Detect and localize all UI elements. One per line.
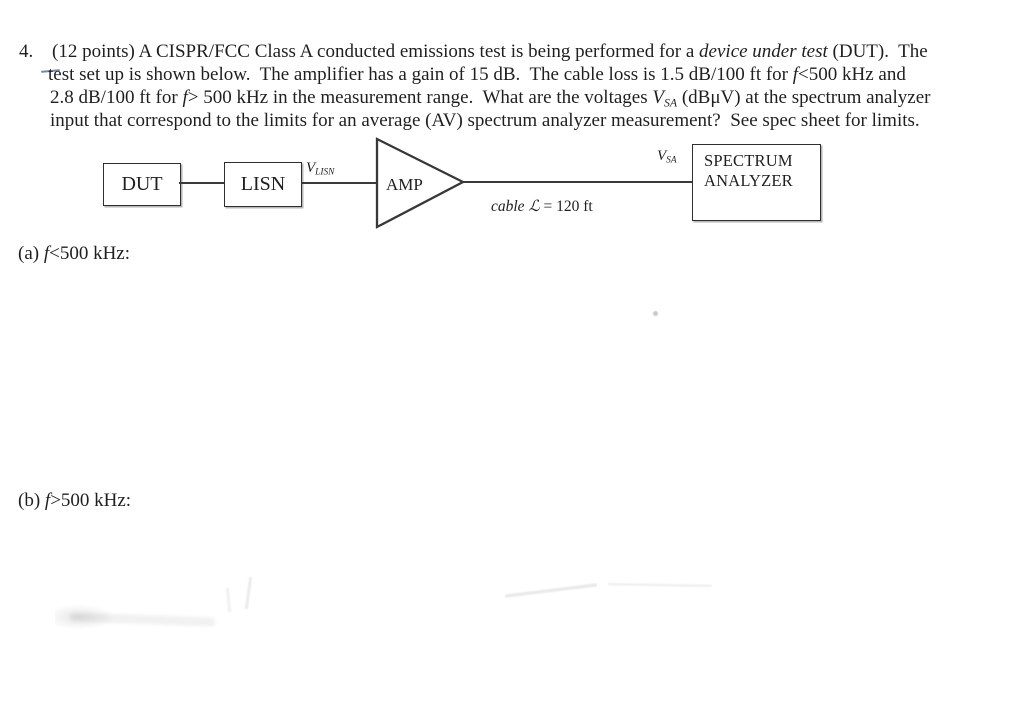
question-text: <500 kHz and (798, 64, 906, 85)
frequency-variable: f (792, 64, 799, 85)
analyzer-label-line1: SPECTRUM (704, 151, 793, 170)
lisn-block (224, 162, 302, 207)
question-text: test set up is shown below. The amplifier has a gain of 15 dB. The cable loss is 1.5 dB/100 ft for (48, 64, 793, 85)
wire-amp-to-analyzer (462, 181, 693, 183)
question-line-4: input that correspond to the limits for an average (AV) spectrum analyzer measurement? See spec sheet for limits. (50, 110, 920, 131)
spectrum-analyzer-block (692, 144, 821, 221)
question-number: 4. (19, 41, 34, 62)
pencil-smudge (245, 577, 252, 609)
question-text: (12 points) A CISPR/FCC Class A conducted emissions test is being performed for a (52, 41, 700, 62)
question-text-italic: device under test (699, 41, 828, 62)
wire-dut-to-lisn (179, 182, 225, 184)
voltage-subscript: SA (663, 96, 678, 110)
question-line-2 (48, 64, 906, 86)
part-b-condition: >500 kHz: (50, 490, 132, 511)
script-l-symbol: ℒ (528, 198, 540, 215)
question-line-3 (50, 87, 930, 110)
part-b-prefix: (b) (18, 490, 45, 511)
part-a-label (18, 243, 130, 265)
pencil-smudge (505, 583, 597, 597)
wire-lisn-to-amp (301, 182, 378, 184)
vlisn-subscript: LISN (315, 167, 335, 178)
question-text: 2.8 dB/100 ft for (50, 87, 183, 108)
part-a-condition: <500 kHz: (49, 243, 131, 264)
dut-block (103, 163, 181, 206)
frequency-variable: f (43, 243, 50, 264)
lisn-label: LISN (240, 173, 286, 195)
voltage-variable: V (652, 87, 664, 108)
frequency-variable: f (44, 490, 51, 511)
analyzer-label-line2: ANALYZER (704, 171, 793, 190)
cable-word: cable (491, 198, 529, 215)
question-line-1 (52, 41, 928, 63)
question-text: > 500 kHz in the measurement range. What are the voltages (187, 87, 653, 108)
dut-label: DUT (121, 173, 163, 195)
spectrum-analyzer-label (704, 151, 793, 191)
scan-speck (653, 311, 658, 316)
vsa-node-label (657, 148, 677, 166)
vsa-subscript: SA (666, 155, 677, 166)
part-b-label (18, 490, 131, 512)
pencil-smudge (226, 588, 231, 612)
part-a-prefix: (a) (18, 243, 44, 264)
vlisn-variable: V (306, 160, 316, 176)
cable-value: = 120 ft (539, 198, 593, 215)
pencil-smudge (70, 612, 215, 626)
frequency-variable: f (182, 87, 188, 108)
vlisn-node-label (306, 160, 334, 178)
pencil-smudge (608, 583, 712, 587)
cable-length-label (491, 197, 593, 216)
pencil-smudge (55, 604, 115, 630)
question-text: (dBμV) at the spectrum analyzer (677, 87, 931, 108)
vsa-variable: V (657, 148, 667, 164)
amp-label: AMP (386, 175, 423, 194)
question-text: (DUT). The (827, 41, 928, 62)
